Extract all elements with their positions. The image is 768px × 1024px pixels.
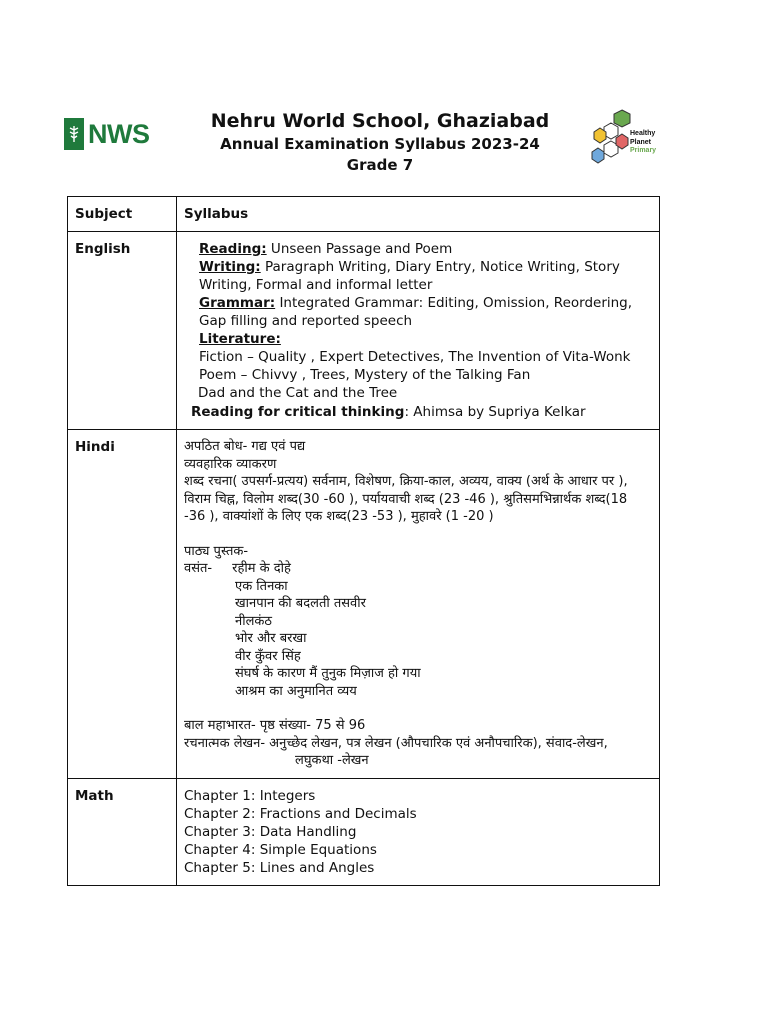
healthy-planet-logo — [586, 108, 676, 168]
hindi-chapter: संघर्ष के कारण मैं तुनुक मिज़ाज हो गया — [235, 666, 421, 681]
english-reading: Reading: Unseen Passage and Poem — [199, 241, 453, 257]
exam-title: Annual Examination Syllabus 2023-24 — [220, 135, 540, 153]
math-chapter: Chapter 5: Lines and Angles — [184, 859, 375, 876]
english-grammar: Grammar: Integrated Grammar: Editing, Omission, Reordering, Gap filling and reported speech — [199, 295, 633, 329]
hindi-vasant-row: वसंत- रहीम के दोहे — [184, 561, 291, 576]
hindi-line3: शब्द रचना( उपसर्ग-प्रत्यय) सर्वनाम, विशेषण, क्रिया-काल, अव्यय, वाक्य (अर्थ के आधार पर ), विराम चिह्न, विलोम शब्द(30 -60 ), पर्यायवाची शब्द (23 -46 ), श्रुतिसमभिन्नार्थक शब्द(18 -36 ), वाक्यांशों के लिए एक शब्द(23 -53 ), मुहावरे (1 -20 ) — [184, 474, 628, 524]
hindi-textbook: पाठ्य पुस्तक- — [184, 543, 249, 559]
hindi-chapter: वीर कुँवर सिंह — [235, 648, 301, 664]
hindi-chapter: आश्रम का अनुमानित व्यय — [235, 683, 357, 699]
syllabus-hindi — [177, 430, 660, 779]
nws-logo — [64, 118, 150, 150]
nws-emblem-icon — [64, 118, 84, 150]
subject-math: Math — [68, 778, 177, 885]
table-row-english — [68, 232, 660, 430]
table-row-math — [68, 778, 660, 885]
hindi-chapter: एक तिनका — [235, 578, 288, 594]
hindi-chapter: नीलकंठ — [235, 613, 272, 629]
subject-english: English — [68, 232, 177, 430]
hindi-line2: व्यवहारिक व्याकरण — [184, 456, 277, 472]
english-lit-line1: Fiction – Quality , Expert Detectives, The Invention of Vita-Wonk — [199, 349, 631, 365]
school-name: Nehru World School, Ghaziabad — [210, 110, 550, 132]
page-header — [0, 108, 768, 198]
hindi-bal-mahabharat: बाल महाभारत- पृष्ठ संख्या- 75 से 96 — [184, 718, 366, 733]
english-lit-line2: Poem – Chivvy , Trees, Mystery of the Talking Fan — [199, 367, 531, 383]
table-row-hindi — [68, 430, 660, 779]
english-critical-thinking: Reading for critical thinking: Ahimsa by Supriya Kelkar — [191, 404, 586, 420]
syllabus-english — [177, 232, 660, 430]
subject-hindi: Hindi — [68, 430, 177, 779]
hindi-chapter: भोर और बरखा — [235, 631, 307, 646]
math-chapter: Chapter 4: Simple Equations — [184, 841, 377, 858]
english-lit-line3: Dad and the Cat and the Tree — [198, 385, 398, 401]
healthy-planet-label: Healthy Planet Primary — [630, 130, 657, 154]
header-titles — [210, 108, 550, 176]
syllabus-table — [67, 196, 660, 886]
header-syllabus: Syllabus — [177, 197, 660, 232]
hindi-rachnatmak: रचनात्मक लेखन- अनुच्छेद लेखन, पत्र लेखन (औपचारिक एवं अनौपचारिक), संवाद-लेखन, — [184, 735, 608, 751]
header-subject: Subject — [68, 197, 177, 232]
syllabus-math — [177, 778, 660, 885]
math-chapter: Chapter 2: Fractions and Decimals — [184, 805, 417, 822]
table-header-row — [68, 197, 660, 232]
hindi-chapter: रहीम के दोहे — [232, 561, 291, 576]
hindi-chapter: खानपान की बदलती तसवीर — [235, 596, 366, 611]
grade-title: Grade 7 — [346, 156, 414, 174]
english-writing: Writing: Paragraph Writing, Diary Entry, Notice Writing, Story Writing, Formal and informal letter — [199, 259, 620, 293]
math-chapter: Chapter 3: Data Handling — [184, 823, 357, 840]
hindi-line1: अपठित बोध- गद्य एवं पद्य — [184, 439, 306, 454]
hindi-laghukatha: लघुकथा -लेखन — [295, 753, 369, 768]
english-literature-label: Literature: — [199, 331, 281, 347]
nws-logo-text: NWS — [88, 118, 150, 149]
math-chapter: Chapter 1: Integers — [184, 787, 316, 804]
